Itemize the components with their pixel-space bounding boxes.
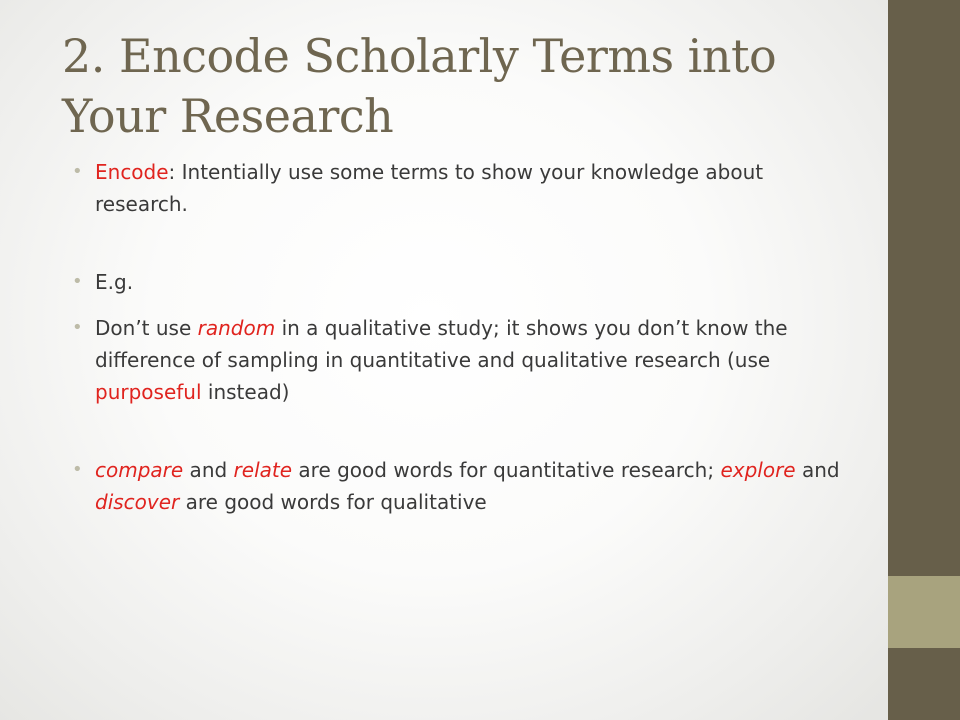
bullet-icon: • (72, 459, 83, 480)
highlight-term: discover (95, 490, 180, 514)
bullet-text: in a qualitative study; it shows you don’t know the difference of sampling in quantitative and qualitative research (use (95, 316, 788, 372)
bullet-text: and (795, 458, 840, 482)
bullet-icon: • (72, 271, 83, 292)
highlight-term: Encode (95, 160, 169, 184)
bullet-text: Don’t use (95, 316, 198, 340)
side-accent-block (888, 576, 960, 648)
highlight-term: explore (720, 458, 796, 482)
bullet-text: E.g. (95, 270, 134, 294)
slide-title: 2. Encode Scholarly Terms into Your Research (62, 29, 777, 143)
highlight-term: compare (95, 458, 184, 482)
bullet-item-compare (70, 454, 850, 518)
bullet-text: : Intentially use some terms to show your knowledge about research. (95, 160, 764, 216)
bullet-text: are good words for quantitative research; (292, 458, 721, 482)
bullet-text: and (183, 458, 234, 482)
bullet-icon: • (72, 161, 83, 182)
bullet-icon: • (72, 317, 83, 338)
highlight-term: purposeful (95, 380, 202, 404)
bullet-item-encode (70, 156, 850, 220)
bullet-item-random (70, 312, 850, 408)
highlight-term: random (197, 316, 276, 340)
bullet-item-eg (70, 266, 850, 298)
bullet-text: instead) (201, 380, 290, 404)
highlight-term: relate (233, 458, 293, 482)
bullet-list (70, 156, 850, 518)
bullet-text: are good words for qualitative (179, 490, 487, 514)
